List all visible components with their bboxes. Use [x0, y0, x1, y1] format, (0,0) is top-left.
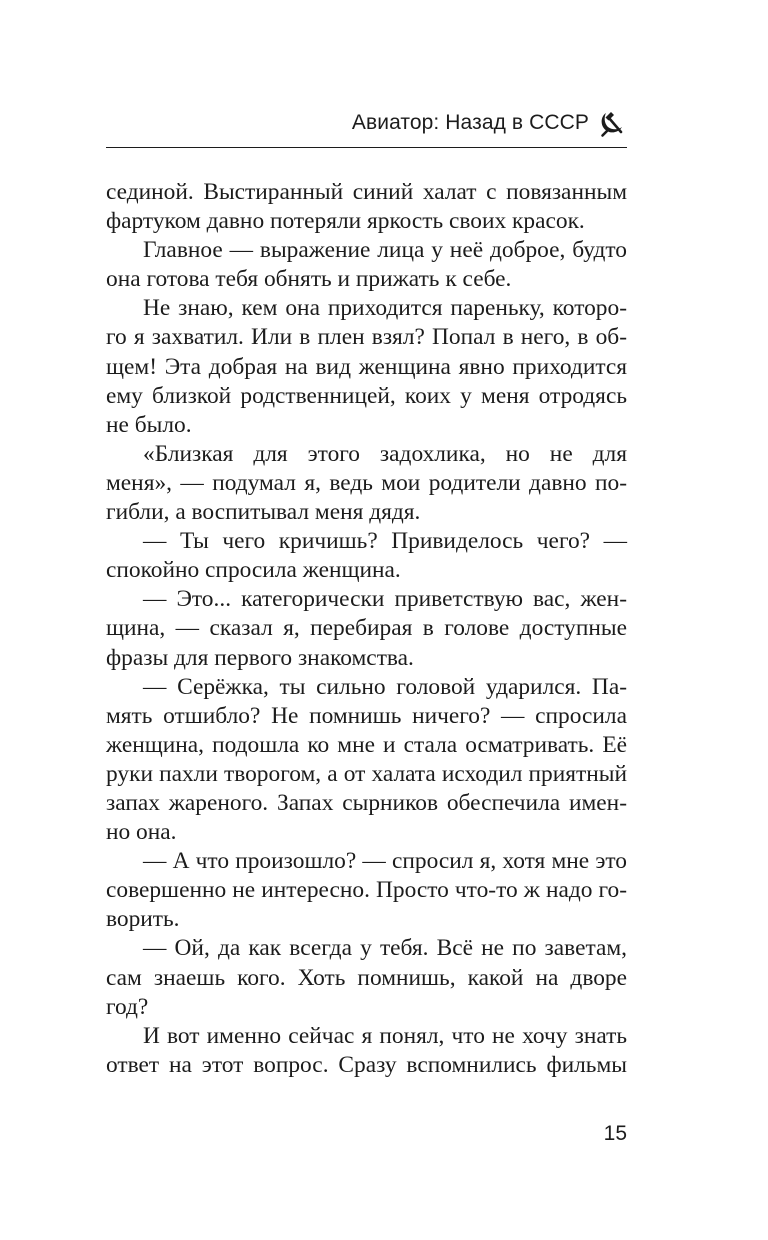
text-line: — Ты чего кричишь? Привиделось чего? — — [143, 528, 627, 555]
book-title: Авиатор: Назад в СССР — [351, 110, 589, 134]
text-line: руки пахли творогом, а от халата исходил приятный — [106, 760, 627, 787]
text-line: не было. — [106, 411, 192, 438]
text-line: Не знаю, кем она приходится пареньку, которо- — [143, 295, 627, 322]
text-line: сам знаешь кого. Хоть помнишь, какой на дворе — [106, 964, 627, 991]
text-line: — Серёжка, ты сильно головой ударился. Па- — [143, 673, 627, 700]
text-line: — Ой, да как всегда у тебя. Всё не по заветам, — [143, 935, 627, 962]
body-text — [106, 178, 627, 1080]
paragraph — [106, 236, 627, 294]
paragraph — [106, 1022, 627, 1080]
text-line: спокойно спросила женщина. — [106, 557, 401, 584]
paragraph — [106, 934, 627, 1021]
paragraph — [106, 178, 627, 236]
paragraph — [106, 527, 627, 585]
paragraph — [106, 847, 627, 934]
text-line: запах жареного. Запах сырников обеспечила имен- — [106, 789, 627, 816]
text-line: Главное — выражение лица у неё доброе, будто — [143, 237, 627, 264]
text-line: мять отшибло? Не помнишь ничего? — спросила — [106, 702, 627, 729]
text-line: фартуком давно потеряли яркость своих красок. — [106, 208, 585, 235]
text-line: — А что произошло? — спросил я, хотя мне это — [143, 848, 627, 875]
text-line: И вот именно сейчас я понял, что не хочу знать — [143, 1022, 627, 1049]
text-line: ответ на этот вопрос. Сразу вспомнились фильмы — [106, 1051, 627, 1078]
text-line: го я захватил. Или в плен взял? Попал в него, в об- — [106, 324, 627, 351]
text-line: гибли, а воспитывал меня дядя. — [106, 499, 421, 526]
paragraph — [106, 585, 627, 672]
text-line: ему близкой родственницей, коих у меня отродясь — [106, 382, 627, 409]
text-line: фразы для первого знакомства. — [106, 644, 414, 671]
text-line: год? — [106, 993, 149, 1020]
text-line: женщина, подошла ко мне и стала осматривать. Её — [106, 731, 627, 758]
hammer-and-sickle-icon — [597, 108, 627, 138]
text-line: ворить. — [106, 906, 180, 933]
paragraph — [106, 294, 627, 439]
text-line: щина, — сказал я, перебирая в голове доступные — [106, 615, 627, 642]
running-header — [106, 102, 627, 148]
paragraph — [106, 440, 627, 527]
page-number: 15 — [603, 1122, 627, 1145]
paragraph — [106, 673, 627, 848]
text-line: она готова тебя обнять и прижать к себе. — [106, 266, 512, 293]
text-line: но она. — [106, 819, 177, 846]
text-line: щем! Эта добрая на вид женщина явно приходится — [106, 353, 627, 380]
text-line: меня», — подумал я, ведь мои родители давно по- — [106, 469, 627, 496]
text-line: сединой. Выстиранный синий халат с повязанным — [106, 179, 627, 205]
text-line: совершенно не интересно. Просто что-то ж надо го- — [106, 877, 627, 904]
text-line: «Близкая для этого задохлика, но не для — [143, 440, 627, 467]
text-line: — Это... категорически приветствую вас, жен- — [143, 586, 627, 613]
